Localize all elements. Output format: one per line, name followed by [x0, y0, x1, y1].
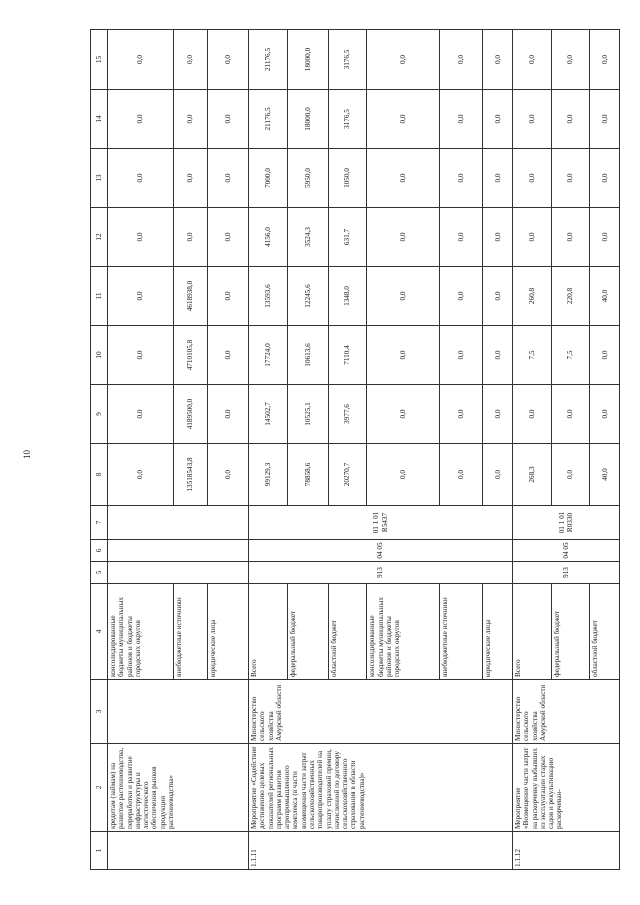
value-cell: 4618938,0	[173, 267, 207, 326]
grbs-code: 913	[512, 562, 619, 584]
value-cell: 0,0	[108, 30, 174, 90]
col-header: 7	[91, 506, 108, 540]
value-cell: 0,0	[483, 30, 513, 90]
value-cell: 0,0	[440, 208, 483, 267]
rz-code: 04 05	[249, 540, 513, 562]
measure-description: Мероприятие «Содействие достижению целевых показателей региональных программ развития агропромышленного комплекса (в части возмещения части затрат сельскохозяйственных товаропроизводителей на уплату страховой премии, начисленной по договору сельскохозяйственного страхования в области растениеводства)»	[249, 744, 513, 832]
value-cell: 0,0	[367, 267, 440, 326]
value-cell: 0,0	[173, 149, 207, 208]
col-header: 1	[91, 832, 108, 870]
col-header: 4	[91, 584, 108, 680]
measure-description: Мероприятие «Возмещение части затрат на раскорчевку выбывших из эксплуатации старых садов и рекультивацию раскорчеван-	[512, 744, 619, 832]
funding-source: областной бюджет	[590, 584, 620, 680]
value-cell: 0,0	[590, 326, 620, 385]
col-header: 5	[91, 562, 108, 584]
value-cell: 0,0	[440, 30, 483, 90]
value-cell: 3977,6	[328, 385, 367, 444]
funding-source: юридические лица	[208, 584, 249, 680]
table-row	[512, 30, 551, 870]
funding-source: юридические лица	[483, 584, 513, 680]
value-cell: 40,0	[590, 444, 620, 506]
funding-source: Всего	[249, 584, 288, 680]
value-cell: 0,0	[208, 267, 249, 326]
header-row	[91, 30, 108, 870]
value-cell: 78858,6	[287, 444, 328, 506]
value-cell: 0,0	[440, 267, 483, 326]
rotated-table-wrapper	[90, 30, 620, 870]
value-cell: 0,0	[208, 149, 249, 208]
executor: Министерство сельского хозяйства Амурской области	[512, 680, 619, 744]
value-cell: 0,0	[483, 326, 513, 385]
value-cell: 0,0	[512, 90, 551, 149]
value-cell: 4156,0	[249, 208, 288, 267]
value-cell: 0,0	[108, 385, 174, 444]
value-cell: 0,0	[208, 30, 249, 90]
grbs-code: 913	[249, 562, 513, 584]
value-cell: 7,5	[551, 326, 590, 385]
value-cell: 5950,0	[287, 149, 328, 208]
value-cell: 0,0	[367, 444, 440, 506]
value-cell: 631,7	[328, 208, 367, 267]
cs-code: 01 1 01 R5437	[249, 506, 513, 540]
value-cell: 7,5	[512, 326, 551, 385]
budget-table	[90, 29, 620, 870]
value-cell: 0,0	[483, 444, 513, 506]
row-number: 1.1.12	[512, 832, 619, 870]
value-cell: 21176,5	[249, 90, 288, 149]
value-cell: 0,0	[590, 30, 620, 90]
value-cell: 0,0	[108, 326, 174, 385]
value-cell: 3176,5	[328, 90, 367, 149]
executor: Министерство сельского хозяйства Амурской области	[249, 680, 513, 744]
value-cell: 0,0	[173, 30, 207, 90]
measure-description: кредитам (займам) на развитие растениеводства, переработки и развитие инфраструктуры и логистического обеспечения рынков продукции растениеводства»	[108, 744, 249, 832]
value-cell: 0,0	[208, 326, 249, 385]
value-cell: 10525,1	[287, 385, 328, 444]
value-cell: 1050,0	[328, 149, 367, 208]
value-cell: 99129,3	[249, 444, 288, 506]
funding-source: Всего	[512, 584, 551, 680]
value-cell: 0,0	[367, 385, 440, 444]
value-cell: 7000,0	[249, 149, 288, 208]
value-cell: 0,0	[208, 444, 249, 506]
col-header: 14	[91, 90, 108, 149]
value-cell: 7110,4	[328, 326, 367, 385]
value-cell: 0,0	[208, 90, 249, 149]
col-header: 12	[91, 208, 108, 267]
table-row	[249, 30, 288, 870]
funding-source: областной бюджет	[328, 584, 367, 680]
col-header: 13	[91, 149, 108, 208]
value-cell: 18000,0	[287, 30, 328, 90]
col-header: 6	[91, 540, 108, 562]
value-cell: 12245,6	[287, 267, 328, 326]
value-cell: 0,0	[483, 267, 513, 326]
value-cell: 0,0	[512, 30, 551, 90]
value-cell: 0,0	[590, 385, 620, 444]
value-cell: 0,0	[108, 90, 174, 149]
value-cell: 0,0	[108, 444, 174, 506]
value-cell: 0,0	[440, 385, 483, 444]
value-cell: 0,0	[173, 208, 207, 267]
col-header: 15	[91, 30, 108, 90]
value-cell: 0,0	[367, 30, 440, 90]
value-cell: 0,0	[590, 208, 620, 267]
executor-empty	[108, 680, 249, 744]
col-header: 3	[91, 680, 108, 744]
value-cell: 17724,0	[249, 326, 288, 385]
col-header: 2	[91, 744, 108, 832]
value-cell: 0,0	[367, 326, 440, 385]
value-cell: 260,8	[512, 267, 551, 326]
value-cell: 0,0	[367, 149, 440, 208]
value-cell: 0,0	[483, 149, 513, 208]
table-row	[108, 30, 174, 870]
value-cell: 0,0	[440, 90, 483, 149]
value-cell: 3176,5	[328, 30, 367, 90]
value-cell: 0,0	[208, 208, 249, 267]
value-cell: 0,0	[590, 90, 620, 149]
value-cell: 18000,0	[287, 90, 328, 149]
col-header: 8	[91, 444, 108, 506]
value-cell: 0,0	[440, 444, 483, 506]
value-cell: 4189500,0	[173, 385, 207, 444]
value-cell: 0,0	[551, 444, 590, 506]
value-cell: 0,0	[208, 385, 249, 444]
value-cell: 4710105,8	[173, 326, 207, 385]
value-cell: 20270,7	[328, 444, 367, 506]
value-cell: 40,0	[590, 267, 620, 326]
value-cell: 0,0	[108, 149, 174, 208]
value-cell: 0,0	[367, 208, 440, 267]
value-cell: 0,0	[108, 208, 174, 267]
funding-source: внебюджетные источники	[440, 584, 483, 680]
funding-source: консолидированные бюджеты муниципальных районов и бюджеты городских округов	[108, 584, 174, 680]
funding-source: внебюджетные источники	[173, 584, 207, 680]
value-cell: 0,0	[367, 90, 440, 149]
rz-code: 04 05	[512, 540, 619, 562]
value-cell: 0,0	[440, 149, 483, 208]
value-cell: 0,0	[173, 90, 207, 149]
col-header: 11	[91, 267, 108, 326]
value-cell: 0,0	[551, 30, 590, 90]
value-cell: 21176,5	[249, 30, 288, 90]
funding-source: федеральный бюджет	[551, 584, 590, 680]
value-cell: 220,8	[551, 267, 590, 326]
value-cell: 3524,3	[287, 208, 328, 267]
value-cell: 13518543,8	[173, 444, 207, 506]
grbs-empty	[108, 562, 249, 584]
value-cell: 0,0	[440, 326, 483, 385]
value-cell: 0,0	[483, 208, 513, 267]
value-cell: 0,0	[590, 149, 620, 208]
value-cell: 1348,0	[328, 267, 367, 326]
value-cell: 0,0	[483, 90, 513, 149]
value-cell: 0,0	[551, 149, 590, 208]
value-cell: 0,0	[512, 149, 551, 208]
page-number: 10	[22, 450, 32, 459]
rz-empty	[108, 540, 249, 562]
value-cell: 10613,6	[287, 326, 328, 385]
col-header: 10	[91, 326, 108, 385]
cs-empty	[108, 506, 249, 540]
value-cell: 268,3	[512, 444, 551, 506]
value-cell: 0,0	[512, 385, 551, 444]
value-cell: 14502,7	[249, 385, 288, 444]
row-number: 1.1.11	[249, 832, 513, 870]
cs-code: 01 1 01 R0330	[512, 506, 619, 540]
value-cell: 13593,6	[249, 267, 288, 326]
funding-source: федеральный бюджет	[287, 584, 328, 680]
value-cell: 0,0	[551, 208, 590, 267]
row-number-empty	[108, 832, 249, 870]
value-cell: 0,0	[551, 90, 590, 149]
value-cell: 0,0	[483, 385, 513, 444]
funding-source: консолидированные бюджеты муниципальных районов и бюджеты городских округов	[367, 584, 440, 680]
col-header: 9	[91, 385, 108, 444]
value-cell: 0,0	[551, 385, 590, 444]
value-cell: 0,0	[108, 267, 174, 326]
value-cell: 0,0	[512, 208, 551, 267]
